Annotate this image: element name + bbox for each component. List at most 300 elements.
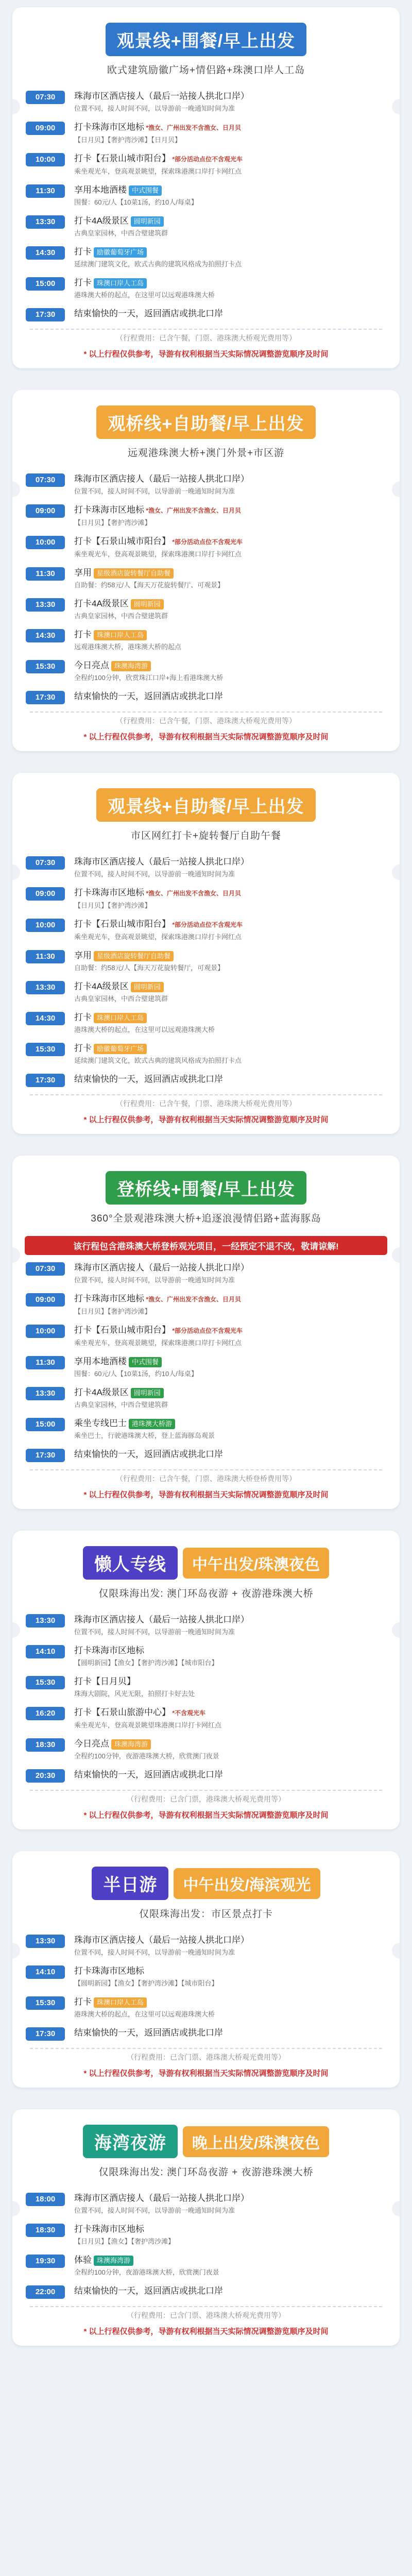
schedule-tag: 星级酒店旋转餐厅自助餐	[94, 951, 174, 961]
schedule-tag: 珠澳口岸人工岛	[94, 1013, 147, 1023]
schedule-sub: 位置不同，接人时间不同，以导游前一晚通知时间为准	[74, 105, 235, 112]
schedule-row	[26, 918, 386, 942]
card-divider	[30, 1469, 382, 1470]
schedule-main	[74, 2026, 386, 2040]
schedule-main-text: 打卡	[74, 1043, 92, 1053]
schedule-time: 17:30	[26, 308, 65, 321]
schedule-row	[26, 245, 386, 269]
schedule-row	[26, 597, 386, 621]
schedule-sub: 位置不同，接人时间不同，以导游前一晚通知时间为准	[74, 2207, 235, 2214]
schedule-main-text: 打卡4A级景区	[74, 216, 129, 226]
schedule-main	[74, 1042, 386, 1055]
schedule-main-text: 珠海市区酒店接人（最后一站接人拱北口岸）	[74, 1615, 249, 1624]
schedule-main-text: 享用	[74, 951, 92, 960]
card-title-tag: 中午出发/海滨观光	[174, 1868, 320, 1899]
card-title: 观景线+围餐/早上出发	[106, 23, 306, 56]
schedule-desc	[74, 2026, 386, 2040]
card-footer-note: （行程费用：已含午餐，门票、港珠澳大桥登桥费用等）	[116, 1475, 296, 1483]
schedule-main	[74, 1073, 386, 1086]
schedule-time: 15:30	[26, 1043, 65, 1056]
schedule-main	[74, 1448, 386, 1461]
schedule-main	[74, 1417, 386, 1430]
card-divider	[30, 2048, 382, 2049]
card-title: 观景线+自助餐/早上出发	[96, 788, 315, 822]
schedule-time: 17:30	[26, 2027, 65, 2041]
schedule-desc	[74, 1417, 386, 1440]
schedule-tag: 中式围餐	[129, 185, 162, 196]
schedule-row	[26, 1934, 386, 1957]
card-divider	[30, 1094, 382, 1095]
schedule-sub: 【圆明新园】【渔女】【奢护湾沙滩】【城市阳台】	[74, 1979, 218, 1987]
title-wrap	[83, 2125, 329, 2158]
schedule-highlight: *渔女、广州出发不含渔女、日月贝	[144, 507, 242, 514]
schedule-sub: 位置不同，接人时间不同，以导游前一晚通知时间为准	[74, 1628, 235, 1636]
schedule-desc	[74, 1011, 386, 1035]
schedule-time: 10:00	[26, 1325, 65, 1338]
schedule-tag: 圆明新园	[131, 216, 164, 227]
schedule-row	[26, 1448, 386, 1462]
schedule-main	[74, 690, 386, 703]
schedule-row	[26, 1644, 386, 1668]
schedule-time: 22:00	[26, 2285, 65, 2299]
schedule-desc	[74, 690, 386, 703]
itinerary-card	[12, 1531, 400, 1829]
schedule-time: 15:00	[26, 1418, 65, 1431]
schedule-main	[74, 503, 386, 517]
schedule-row	[26, 566, 386, 590]
card-warning: * 以上行程仅供参考，导游有权利根据当天实际情况调整游览顺序及时间	[83, 1115, 329, 1124]
schedule-highlight: *渔女、广州出发不含渔女、日月贝	[144, 124, 242, 131]
title-wrap	[106, 1171, 306, 1205]
schedule-desc	[74, 1706, 386, 1730]
schedule-desc	[74, 276, 386, 300]
schedule-main-text: 打卡	[74, 247, 92, 257]
schedule-row	[26, 659, 386, 683]
title-wrap	[106, 23, 306, 56]
schedule-desc	[74, 1448, 386, 1461]
schedule-tag: 珠澳海湾游	[94, 2256, 133, 2266]
schedule-time: 13:30	[26, 1387, 65, 1400]
schedule-tag: 港珠澳大桥游	[129, 1419, 175, 1429]
schedule-main	[74, 566, 386, 580]
schedule-main-text: 结束愉快的一天，返回酒店或拱北口岸	[74, 1770, 223, 1780]
schedule-time: 17:30	[26, 691, 65, 704]
schedule-main	[74, 1964, 386, 1978]
schedule-time: 17:30	[26, 1074, 65, 1087]
schedule-tag: 珠澳海湾游	[111, 661, 151, 671]
schedule-main	[74, 2192, 386, 2205]
schedule-main-text: 结束愉快的一天，返回酒店或拱北口岸	[74, 1449, 223, 1459]
card-warning: * 以上行程仅供参考，导游有权利根据当天实际情况调整游览顺序及时间	[83, 350, 329, 359]
schedule-row	[26, 1073, 386, 1087]
schedule-main	[74, 1613, 386, 1626]
schedule-time: 15:30	[26, 660, 65, 673]
schedule-main-text: 打卡珠海市区地标	[74, 122, 144, 132]
schedule-main	[74, 949, 386, 962]
schedule-desc	[74, 307, 386, 320]
card-footer-note: （行程费用：已含门票，港珠澳大桥观光费用等）	[127, 1795, 285, 1803]
schedule-row	[26, 183, 386, 207]
schedule-list	[12, 2192, 400, 2299]
schedule-desc	[74, 1995, 386, 2019]
card-divider	[30, 1790, 382, 1791]
schedule-row	[26, 980, 386, 1004]
schedule-row	[26, 472, 386, 496]
schedule-time: 16:20	[26, 1707, 65, 1720]
schedule-sub: 【日月贝】【奢护湾沙滩】	[74, 1308, 151, 1315]
schedule-sub: 乘坐巴士，行驶港珠澳大桥，登上蓝海豚岛观景	[74, 1432, 215, 1439]
schedule-desc	[74, 1073, 386, 1086]
schedule-row	[26, 535, 386, 559]
card-subtitle: 仅限珠海出发：市区景点打卡	[139, 1909, 273, 1920]
card-title: 登桥线+围餐/早上出发	[106, 1171, 306, 1205]
schedule-time: 11:30	[26, 184, 65, 198]
schedule-main	[74, 307, 386, 320]
schedule-sub: 【日月贝】【奢护湾沙滩】【日月贝】	[74, 136, 182, 144]
card-divider	[30, 2306, 382, 2307]
schedule-desc	[74, 214, 386, 238]
schedule-time: 07:30	[26, 91, 65, 104]
schedule-row	[26, 503, 386, 528]
schedule-main-text: 结束愉快的一天，返回酒店或拱北口岸	[74, 691, 223, 701]
card-header	[12, 390, 400, 466]
schedule-main	[74, 1386, 386, 1399]
schedule-main-text: 珠海市区酒店接人（最后一站接人拱北口岸）	[74, 1263, 249, 1273]
title-wrap	[96, 788, 315, 822]
schedule-main-text: 打卡珠海市区地标	[74, 1966, 144, 1976]
schedule-time: 09:00	[26, 887, 65, 901]
schedule-sub: 围餐：60元/人【10菜1汤，约10人/每桌】	[74, 1370, 198, 1378]
schedule-sub: 位置不同，接人时间不同，以导游前一晚通知时间为准	[74, 487, 235, 495]
schedule-main-text: 结束愉快的一天，返回酒店或拱北口岸	[74, 309, 223, 318]
schedule-time: 18:00	[26, 2193, 65, 2206]
schedule-sub: 港珠澳大桥的起点，在这里可以远观港珠澳大桥	[74, 2010, 215, 2018]
schedule-row	[26, 121, 386, 145]
schedule-desc	[74, 2253, 386, 2277]
schedule-row	[26, 2284, 386, 2299]
card-notice: 该行程包含港珠澳大桥登桥观光项目，一经预定不退不改，敬请谅解!	[25, 1236, 387, 1255]
schedule-main-text: 打卡珠海市区地标	[74, 1646, 144, 1655]
schedule-main-text: 打卡4A级景区	[74, 1387, 129, 1397]
card-warning: * 以上行程仅供参考，导游有权利根据当天实际情况调整游览顺序及时间	[83, 2069, 329, 2078]
schedule-row	[26, 1706, 386, 1730]
schedule-main-text: 享用本地酒楼	[74, 185, 127, 195]
schedule-desc	[74, 90, 386, 113]
schedule-main	[74, 886, 386, 900]
card-header	[12, 7, 400, 83]
schedule-main-text: 珠海市区酒店接人（最后一站接人拱北口岸）	[74, 1935, 249, 1945]
schedule-row	[26, 152, 386, 176]
schedule-time: 07:30	[26, 856, 65, 870]
schedule-main-text: 打卡【石景山城市阳台】	[74, 1325, 170, 1335]
schedule-main	[74, 183, 386, 197]
schedule-highlight: *部分活动点位不含观光车	[170, 156, 243, 163]
itinerary-card	[12, 773, 400, 1134]
schedule-sub: 乘坐观光车，登高观景眺望珠港澳口岸打卡网红点	[74, 1721, 222, 1729]
schedule-desc	[74, 245, 386, 269]
schedule-desc	[74, 659, 386, 683]
schedule-desc	[74, 1768, 386, 1782]
schedule-tag: 圆明新园	[131, 1388, 164, 1398]
schedule-time: 18:30	[26, 2224, 65, 2237]
schedule-list	[12, 90, 400, 321]
schedule-main	[74, 2223, 386, 2236]
schedule-tag: 励徽葡萄牙广场	[94, 247, 147, 258]
schedule-tag: 珠澳口岸人工岛	[94, 1997, 147, 2008]
schedule-main	[74, 1644, 386, 1657]
schedule-sub: 【日月贝】【渔女】【奢护湾沙滩】	[74, 2238, 175, 2245]
schedule-main	[74, 1706, 386, 1720]
card-footer-note: （行程费用：已含午餐，门票、港珠澳大桥观光费用等）	[116, 334, 296, 342]
schedule-sub: 乘坐观光车，登高观景眺望，探索珠港澳口岸打卡网红点	[74, 1339, 242, 1347]
schedule-time: 14:10	[26, 1645, 65, 1658]
schedule-main-text: 打卡	[74, 630, 92, 639]
schedule-desc	[74, 1934, 386, 1957]
schedule-tag: 中式围餐	[129, 1357, 162, 1367]
schedule-row	[26, 949, 386, 973]
schedule-desc	[74, 1042, 386, 1065]
schedule-desc	[74, 1613, 386, 1637]
schedule-row	[26, 690, 386, 704]
schedule-time: 13:30	[26, 981, 65, 994]
schedule-time: 13:30	[26, 1614, 65, 1628]
schedule-desc	[74, 855, 386, 879]
schedule-main-text: 珠海市区酒店接人（最后一站接人拱北口岸）	[74, 91, 249, 101]
schedule-desc	[74, 1675, 386, 1699]
schedule-time: 09:00	[26, 122, 65, 135]
schedule-main	[74, 121, 386, 134]
schedule-sub: 位置不同，接人时间不同，以导游前一晚通知时间为准	[74, 1276, 235, 1284]
card-warning: * 以上行程仅供参考，导游有权利根据当天实际情况调整游览顺序及时间	[83, 1490, 329, 1499]
schedule-main	[74, 276, 386, 290]
itinerary-card	[12, 1851, 400, 2088]
schedule-main	[74, 472, 386, 486]
schedule-desc	[74, 918, 386, 942]
schedule-time: 11:30	[26, 567, 65, 581]
schedule-tag: 珠澳海湾游	[111, 1739, 151, 1750]
schedule-highlight: *部分活动点位不含观光车	[170, 538, 243, 546]
title-wrap	[96, 405, 315, 439]
card-subtitle: 远观港珠澳大桥+澳门外景+市区游	[127, 448, 285, 459]
schedule-main	[74, 1995, 386, 2009]
schedule-main	[74, 90, 386, 103]
schedule-highlight: *部分活动点位不含观光车	[170, 1327, 243, 1334]
schedule-main-text: 打卡	[74, 1997, 92, 2007]
schedule-main	[74, 659, 386, 672]
schedule-highlight: *部分活动点位不含观光车	[170, 921, 243, 928]
schedule-desc	[74, 949, 386, 973]
schedule-tag: 星级酒店旋转餐厅自助餐	[94, 568, 174, 579]
schedule-main	[74, 1261, 386, 1275]
card-header	[12, 2109, 400, 2185]
schedule-sub: 古典皇家园林，中西合璧建筑群	[74, 612, 168, 620]
schedule-desc	[74, 2223, 386, 2246]
schedule-row	[26, 1292, 386, 1316]
schedule-main	[74, 1934, 386, 1947]
schedule-time: 14:30	[26, 1012, 65, 1025]
schedule-desc	[74, 1324, 386, 1348]
schedule-main-text: 享用本地酒楼	[74, 1357, 127, 1366]
schedule-desc	[74, 535, 386, 559]
schedule-time: 10:00	[26, 153, 65, 166]
schedule-row	[26, 1417, 386, 1440]
schedule-desc	[74, 1644, 386, 1668]
schedule-sub: 古典皇家园林，中西合璧建筑群	[74, 1401, 168, 1409]
schedule-sub: 珠海大剧院，风光无限，拍照打卡好去处	[74, 1690, 195, 1698]
schedule-time: 13:30	[26, 1935, 65, 1948]
schedule-time: 07:30	[26, 1262, 65, 1276]
schedule-main	[74, 535, 386, 549]
itinerary-card	[12, 2109, 400, 2346]
schedule-main-text: 打卡4A级景区	[74, 599, 129, 608]
schedule-time: 09:00	[26, 504, 65, 518]
schedule-tag: 励徽葡萄牙广场	[94, 1044, 147, 1054]
schedule-row	[26, 2223, 386, 2246]
schedule-row	[26, 1964, 386, 1988]
itinerary-card	[12, 390, 400, 751]
schedule-desc	[74, 566, 386, 590]
card-divider	[30, 711, 382, 713]
schedule-row	[26, 2026, 386, 2041]
schedule-main-text: 打卡【石景山城市阳台】	[74, 536, 170, 546]
schedule-sub: 【日月贝】【奢护湾沙滩】	[74, 519, 151, 527]
card-header	[12, 1156, 400, 1232]
schedule-sub: 【圆明新园】【渔女】【奢护湾沙滩】【城市阳台】	[74, 1659, 218, 1667]
schedule-desc	[74, 1292, 386, 1316]
schedule-sub: 延续澳门建筑文化，欧式古典的建筑风格成为拍照打卡点	[74, 260, 242, 268]
schedule-desc	[74, 1386, 386, 1410]
schedule-row	[26, 1011, 386, 1035]
itinerary-card	[12, 1156, 400, 1509]
schedule-main	[74, 152, 386, 166]
card-warning: * 以上行程仅供参考，导游有权利根据当天实际情况调整游览顺序及时间	[83, 2327, 329, 2336]
card-header	[12, 1851, 400, 1927]
card-title: 观桥线+自助餐/早上出发	[96, 405, 315, 439]
schedule-row	[26, 1042, 386, 1065]
schedule-row	[26, 90, 386, 113]
schedule-highlight: *渔女、广州出发不含渔女、日月贝	[144, 890, 242, 897]
schedule-main	[74, 1292, 386, 1306]
schedule-time: 14:30	[26, 629, 65, 642]
schedule-main-text: 打卡【石景山城市阳台】	[74, 154, 170, 163]
card-title-tag: 晚上出发/珠澳夜色	[183, 2126, 329, 2157]
schedule-row	[26, 1324, 386, 1348]
schedule-main-text: 打卡【石景山城市阳台】	[74, 919, 170, 929]
schedule-time: 15:30	[26, 1996, 65, 2010]
schedule-desc	[74, 1355, 386, 1379]
schedule-main	[74, 855, 386, 869]
schedule-desc	[74, 183, 386, 207]
schedule-sub: 远观港珠澳大桥，港珠澳大桥的起点	[74, 643, 182, 651]
schedule-sub: 全程约100分钟，夜游港珠澳大桥，欣赏澳门夜景	[74, 2268, 219, 2276]
schedule-time: 10:00	[26, 919, 65, 932]
card-footer-note: （行程费用：已含门票、港珠澳大桥观光费用等）	[127, 2053, 285, 2061]
schedule-row	[26, 1675, 386, 1699]
schedule-main-text: 乘坐专线巴士	[74, 1418, 127, 1428]
card-header	[12, 1531, 400, 1607]
schedule-time: 11:30	[26, 950, 65, 963]
schedule-main	[74, 597, 386, 611]
schedule-main-text: 珠海市区酒店接人（最后一站接人拱北口岸）	[74, 2193, 249, 2203]
schedule-sub: 乘坐观光车，登高观景眺望，探索珠港澳口岸打卡网红点	[74, 550, 242, 558]
schedule-time: 14:30	[26, 246, 65, 260]
schedule-desc	[74, 121, 386, 145]
schedule-sub: 自助餐：约58元/人【海天万花旋转餐厅，可观景】	[74, 964, 225, 972]
schedule-desc	[74, 2284, 386, 2298]
card-warning: * 以上行程仅供参考，导游有权利根据当天实际情况调整游览顺序及时间	[83, 733, 329, 741]
schedule-sub: 自助餐：约58元/人【海天万花旋转餐厅、可观景】	[74, 581, 225, 589]
schedule-list	[12, 1934, 400, 2041]
schedule-list	[12, 472, 400, 704]
schedule-row	[26, 886, 386, 910]
schedule-time: 09:00	[26, 1293, 65, 1307]
card-footer-note: （行程费用：已含午餐，门票、港珠澳大桥观光费用等）	[116, 1099, 296, 1108]
schedule-tag: 珠澳口岸人工岛	[94, 278, 147, 289]
title-wrap	[92, 1867, 320, 1900]
schedule-sub: 位置不同，接人时间不同，以导游前一晚通知时间为准	[74, 1948, 235, 1956]
schedule-main	[74, 2253, 386, 2267]
title-wrap	[83, 1546, 329, 1580]
schedule-row	[26, 1261, 386, 1285]
schedule-main-text: 结束愉快的一天，返回酒店或拱北口岸	[74, 1074, 223, 1084]
card-title: 半日游	[92, 1867, 168, 1900]
schedule-main	[74, 628, 386, 641]
schedule-main	[74, 1737, 386, 1751]
itinerary-card	[12, 7, 400, 368]
schedule-main-text: 今日亮点	[74, 1739, 109, 1749]
schedule-sub: 围餐：60元/人【10菜1汤，约10人/每桌】	[74, 198, 198, 206]
schedule-desc	[74, 597, 386, 621]
card-subtitle: 市区网红打卡+旋转餐厅自助午餐	[130, 831, 282, 841]
card-title: 懒人专线	[83, 1546, 178, 1580]
schedule-row	[26, 628, 386, 652]
schedule-list	[12, 1613, 400, 1783]
schedule-time: 07:30	[26, 473, 65, 487]
schedule-desc	[74, 1737, 386, 1761]
schedule-desc	[74, 1261, 386, 1285]
card-header	[12, 773, 400, 849]
schedule-main	[74, 1768, 386, 1782]
schedule-main	[74, 245, 386, 259]
schedule-sub: 古典皇家园林，中西合璧建筑群	[74, 995, 168, 1003]
schedule-row	[26, 276, 386, 300]
schedule-main-text: 结束愉快的一天，返回酒店或拱北口岸	[74, 2286, 223, 2296]
schedule-row	[26, 1386, 386, 1410]
card-footer-note: （行程费用：已含门票、港珠澳大桥观光费用等）	[127, 2311, 285, 2319]
schedule-time: 17:30	[26, 1449, 65, 1462]
schedule-main-text: 打卡珠海市区地标	[74, 1294, 144, 1303]
schedule-sub: 全程约100分钟，欣赏珠江口岸+海上看港珠澳大桥	[74, 674, 224, 682]
schedule-time: 15:30	[26, 1676, 65, 1689]
schedule-tag: 圆明新园	[131, 982, 164, 992]
schedule-row	[26, 1355, 386, 1379]
schedule-main-text: 打卡	[74, 1012, 92, 1022]
card-divider	[30, 329, 382, 330]
schedule-sub: 乘坐观光车，登高观景眺望，探索珠港澳口岸打卡网红点	[74, 933, 242, 941]
card-subtitle: 欧式建筑励徽广场+情侣路+珠澳口岸人工岛	[107, 65, 305, 76]
schedule-sub: 古典皇家园林，中西合璧建筑群	[74, 229, 168, 237]
card-subtitle: 仅限珠海出发: 澳门环岛夜游 + 夜游港珠澳大桥	[98, 1588, 314, 1599]
schedule-time: 13:30	[26, 215, 65, 229]
schedule-desc	[74, 886, 386, 910]
card-subtitle: 仅限珠海出发: 澳门环岛夜游 + 夜游港珠澳大桥	[98, 2167, 314, 2178]
schedule-main	[74, 214, 386, 228]
schedule-main-text: 打卡珠海市区地标	[74, 2224, 144, 2234]
schedule-time: 13:30	[26, 598, 65, 612]
schedule-sub: 位置不同，接人时间不同，以导游前一晚通知时间为准	[74, 870, 235, 878]
schedule-desc	[74, 980, 386, 1004]
schedule-main-text: 享用	[74, 568, 92, 578]
